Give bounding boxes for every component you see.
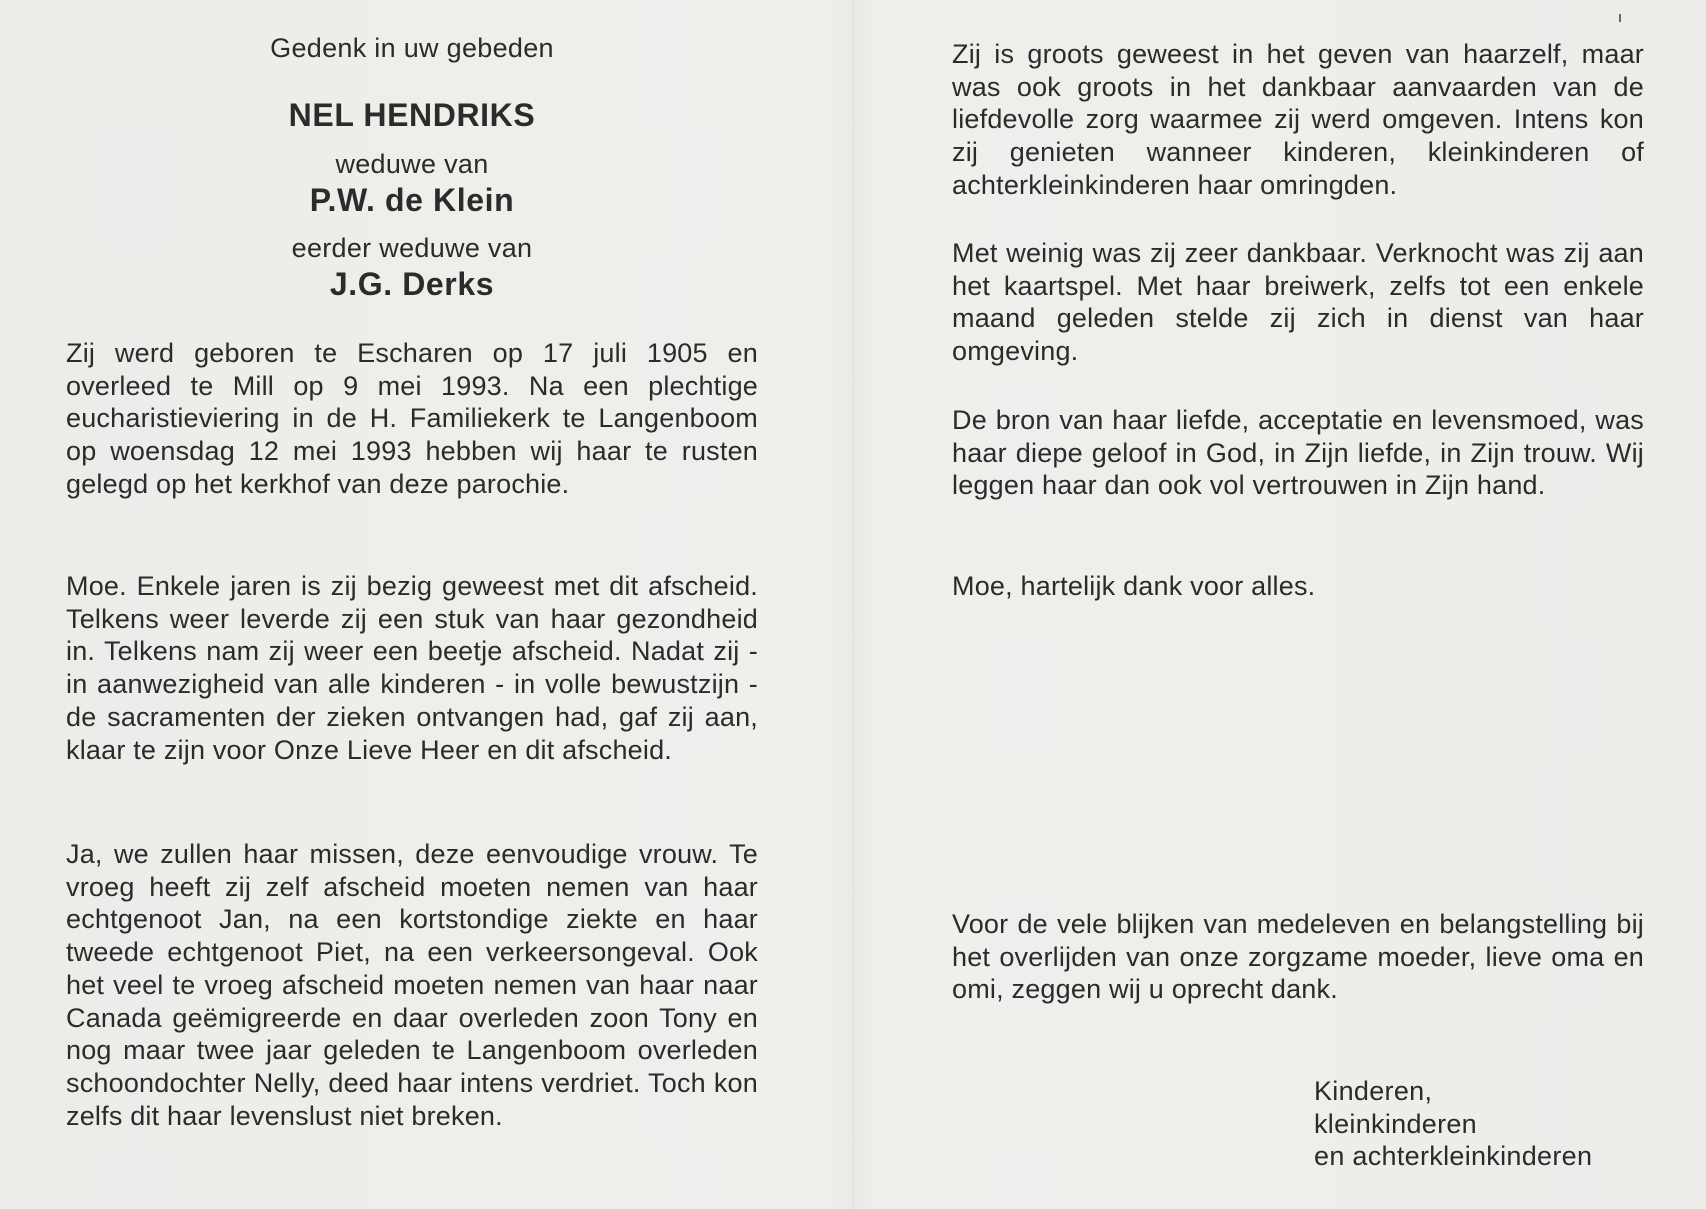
intro-line: Gedenk in uw gebeden	[270, 33, 554, 63]
right-paragraph-3: De bron van haar liefde, acceptatie en levensmoed, was haar diepe geloof in God, in Zijn liefde, in Zijn trouw. Wij leggen haar dan ook vol vertrouwen in Zijn hand.	[952, 405, 1644, 501]
signature-line-1: Kinderen,	[1314, 1076, 1433, 1106]
spouse-2: J.G. Derks	[329, 266, 495, 302]
left-paragraph-2: Moe. Enkele jaren is zij bezig geweest met dit afscheid. Telkens weer leverde zij een stuk van haar gezondheid in. Telkens nam zij weer een beetje afscheid. Nadat zij - in aanwezigheid van alle kinderen - in volle bewustzijn - de sacramenten der zieken ontvangen had, gaf zij aan, klaar te zijn voor Onze Lieve Heer en dit afscheid.	[66, 571, 758, 765]
signature-block	[1314, 1075, 1644, 1173]
relation-2: eerder weduwe van	[291, 233, 533, 263]
print-mark	[1619, 14, 1621, 22]
left-paragraph-1: Zij werd geboren te Escharen op 17 juli 1905 en overleed te Mill op 9 mei 1993. Na een plechtige eucharistieviering in de H. Familiekerk te Langenboom op woensdag 12 mei 1993 hebben wij haar te rusten gelegd op het kerkhof van deze parochie.	[66, 338, 758, 499]
relation-1: weduwe van	[335, 149, 489, 179]
left-paragraph-3: Ja, we zullen haar missen, deze eenvoudige vrouw. Te vroeg heeft zij zelf afscheid moeten nemen van haar echtgenoot Jan, na een kortstondige ziekte en haar tweede echtgenoot Piet, na een verkeersongeval. Ook het veel te vroeg afscheid moeten nemen van haar naar Canada geëmigreerde en daar overleden zoon Tony en nog maar twee jaar geleden te Langenboom overleden schoondochter Nelly, deed haar intens verdriet. Toch kon zelfs dit haar levenslust niet breken.	[66, 839, 758, 1131]
card-fold	[853, 0, 854, 1209]
right-paragraph-2: Met weinig was zij zeer dankbaar. Verknocht was zij aan het kaartspel. Met haar breiwerk, zelfs tot een enkele maand geleden stelde zij zich in dienst van haar omgeving.	[952, 238, 1644, 367]
signature-line-3: en achterkleinkinderen	[1314, 1141, 1593, 1172]
signature-line-2: kleinkinderen	[1314, 1108, 1477, 1139]
acknowledgement-paragraph: Voor de vele blijken van medeleven en belangstelling bij het overlijden van onze zorgzame moeder, lieve oma en omi, zeggen wij u oprecht dank.	[952, 909, 1644, 1005]
deceased-name: NEL HENDRIKS	[288, 97, 536, 133]
spouse-1: P.W. de Klein	[309, 182, 515, 218]
right-paragraph-1: Zij is groots geweest in het geven van haarzelf, maar was ook groots in het dankbaar aanvaarden van de liefdevolle zorg waarmee zij werd omgeven. Intens kon zij genieten wanneer kinderen, kleinkinderen of achterkleinkinderen haar omringden.	[952, 39, 1644, 200]
right-paragraph-4: Moe, hartelijk dank voor alles.	[952, 571, 1316, 601]
